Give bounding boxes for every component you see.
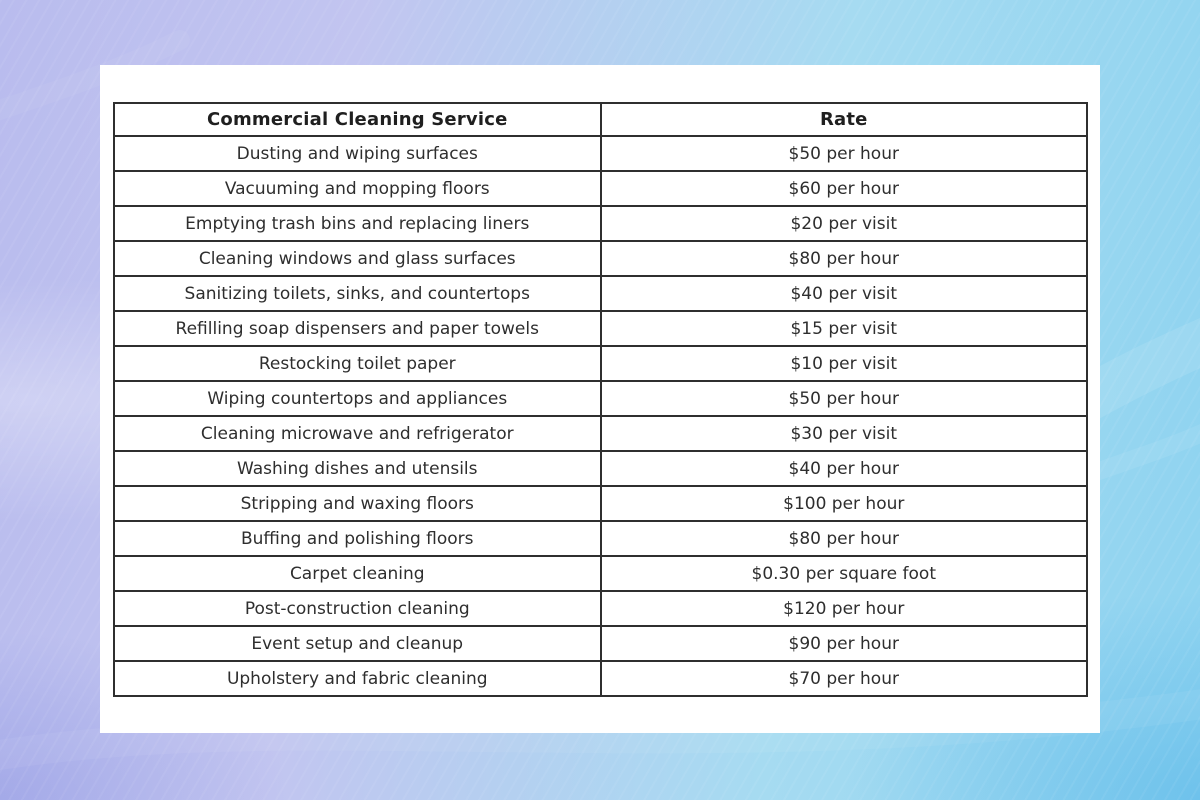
table-row [114, 346, 1087, 381]
header-row [114, 103, 1087, 136]
service-cell: Upholstery and fabric cleaning [114, 661, 601, 696]
rate-cell: $50 per hour [601, 136, 1088, 171]
service-cell: Stripping and waxing floors [114, 486, 601, 521]
service-cell: Vacuuming and mopping floors [114, 171, 601, 206]
service-cell: Dusting and wiping surfaces [114, 136, 601, 171]
table-row [114, 556, 1087, 591]
table-row [114, 591, 1087, 626]
service-cell: Refilling soap dispensers and paper towels [114, 311, 601, 346]
rate-cell: $40 per hour [601, 451, 1088, 486]
table-row [114, 311, 1087, 346]
table-row [114, 381, 1087, 416]
table-row [114, 206, 1087, 241]
column-header-service: Commercial Cleaning Service [114, 103, 601, 136]
rate-cell: $80 per hour [601, 521, 1088, 556]
service-cell: Cleaning microwave and refrigerator [114, 416, 601, 451]
rate-cell: $10 per visit [601, 346, 1088, 381]
rate-cell: $100 per hour [601, 486, 1088, 521]
rate-cell: $0.30 per square foot [601, 556, 1088, 591]
rate-cell: $70 per hour [601, 661, 1088, 696]
service-cell: Carpet cleaning [114, 556, 601, 591]
table-row [114, 661, 1087, 696]
rate-cell: $120 per hour [601, 591, 1088, 626]
rate-cell: $80 per hour [601, 241, 1088, 276]
table-row [114, 521, 1087, 556]
rate-cell: $50 per hour [601, 381, 1088, 416]
table-row [114, 486, 1087, 521]
table-header [114, 103, 1087, 136]
rate-cell: $30 per visit [601, 416, 1088, 451]
table-row [114, 136, 1087, 171]
service-cell: Cleaning windows and glass surfaces [114, 241, 601, 276]
service-cell: Sanitizing toilets, sinks, and countertops [114, 276, 601, 311]
rate-cell: $20 per visit [601, 206, 1088, 241]
table-row [114, 276, 1087, 311]
service-cell: Post-construction cleaning [114, 591, 601, 626]
cleaning-rates-table [113, 102, 1088, 697]
service-cell: Emptying trash bins and replacing liners [114, 206, 601, 241]
table-row [114, 626, 1087, 661]
rate-cell: $40 per visit [601, 276, 1088, 311]
rate-cell: $60 per hour [601, 171, 1088, 206]
table-body [114, 136, 1087, 696]
table-row [114, 451, 1087, 486]
service-cell: Restocking toilet paper [114, 346, 601, 381]
service-cell: Wiping countertops and appliances [114, 381, 601, 416]
service-cell: Buffing and polishing floors [114, 521, 601, 556]
table-card [100, 65, 1100, 733]
service-cell: Event setup and cleanup [114, 626, 601, 661]
table-row [114, 416, 1087, 451]
table-row [114, 171, 1087, 206]
column-header-rate: Rate [601, 103, 1088, 136]
table-row [114, 241, 1087, 276]
rate-cell: $15 per visit [601, 311, 1088, 346]
service-cell: Washing dishes and utensils [114, 451, 601, 486]
rate-cell: $90 per hour [601, 626, 1088, 661]
